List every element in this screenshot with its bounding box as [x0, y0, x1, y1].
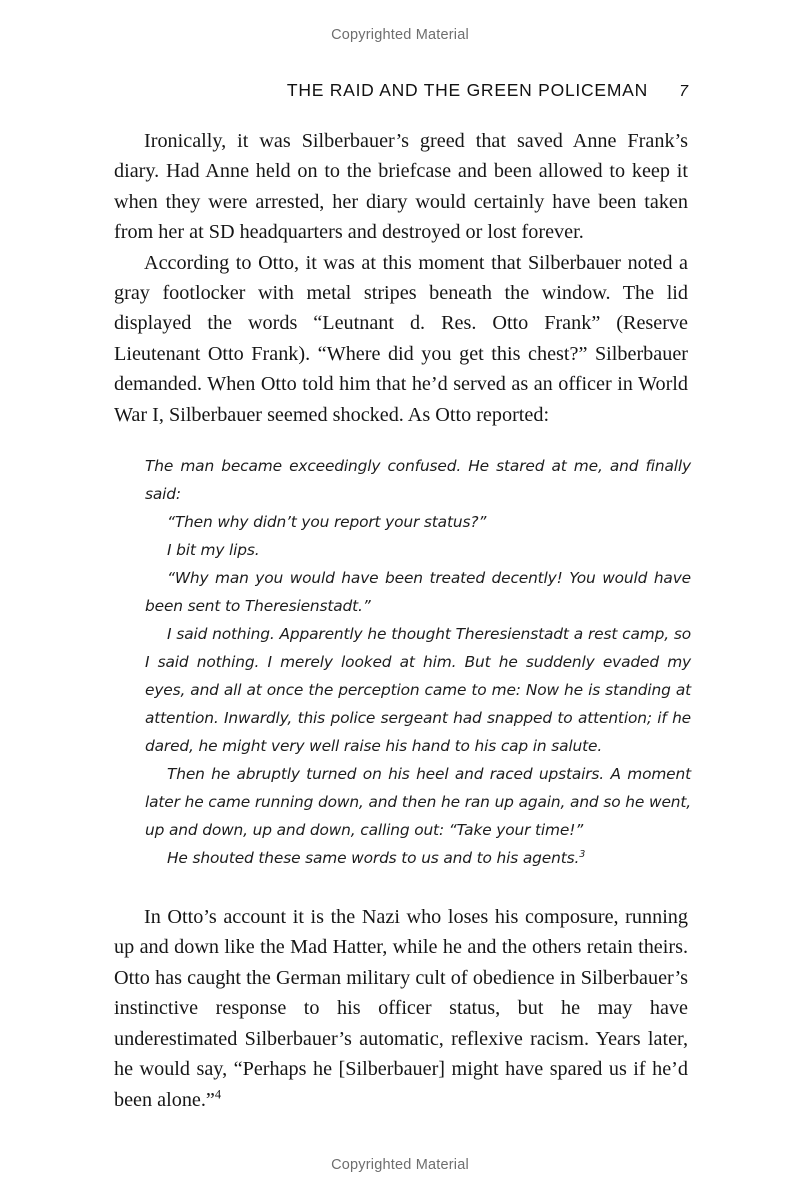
block-quote-line-4: “Why man you would have been treated decently! You would have been sent to Theresienstadt.” — [145, 569, 691, 616]
quote-spacer — [114, 872, 688, 902]
watermark-bottom: Copyrighted Material — [331, 1157, 469, 1173]
body-paragraph-3 — [114, 902, 688, 1115]
page-number: 7 — [679, 83, 688, 100]
text-column — [114, 126, 691, 1115]
block-quote-line-5: I said nothing. Apparently he thought Theresienstadt a rest camp, so I said nothing. I merely looked at him. But he suddenly evaded my eyes, and all at once the perception came to me: Now he is standing at attention. Inwardly, this police sergeant had snapped to attention; if he dared, he might very well raise his hand to his cap in salute. — [145, 625, 691, 756]
footnote-marker-4: 4 — [214, 1086, 222, 1101]
body-paragraph-3-text: In Otto’s account it is the Nazi who loses his composure, running up and down like the Mad Hatter, while he and the others retain theirs. Otto has caught the German military cult of obedience in Silberbauer’s instinctive response to his officer status, but he may have underestimated Silberbauer’s automatic, reflexive racism. Years later, he would say, “Perhaps he [Silberbauer] might have spared us if he’d been alone.” — [114, 906, 688, 1111]
block-quote-line-2: “Then why didn’t you report your status?” — [167, 513, 487, 532]
block-quote-line-1: The man became exceedingly confused. He stared at me, and finally said: — [145, 457, 691, 504]
watermark-top: Copyrighted Material — [331, 27, 469, 43]
block-quote — [145, 452, 691, 872]
block-quote-line-7 — [145, 844, 691, 872]
body-paragraph-1: Ironically, it was Silberbauer’s greed that saved Anne Frank’s diary. Had Anne held on to the briefcase and been allowed to keep it when they were arrested, her diary would certainly have been taken from her at SD headquarters and destroyed or lost forever. — [114, 130, 688, 244]
running-head — [114, 80, 688, 101]
footnote-marker-3: 3 — [579, 848, 586, 860]
body-paragraph-2: According to Otto, it was at this moment that Silberbauer noted a gray footlocker with metal stripes beneath the window. The lid displayed the words “Leutnant d. Res. Otto Frank” (Reserve Lieutenant Otto Frank). “Where did you get this chest?” Silberbauer demanded. When Otto told him that he’d served as an officer in World War I, Silberbauer seemed shocked. As Otto reported: — [114, 251, 688, 426]
block-quote-line-3: I bit my lips. — [167, 541, 260, 560]
block-quote-line-7-text: He shouted these same words to us and to his agents. — [167, 849, 580, 868]
running-head-title: THE RAID AND THE GREEN POLICEMAN — [286, 80, 648, 100]
block-quote-line-6: Then he abruptly turned on his heel and raced upstairs. A moment later he came running down, and then he ran up again, and so he went, up and down, up and down, calling out: “Take your time!” — [145, 765, 691, 840]
